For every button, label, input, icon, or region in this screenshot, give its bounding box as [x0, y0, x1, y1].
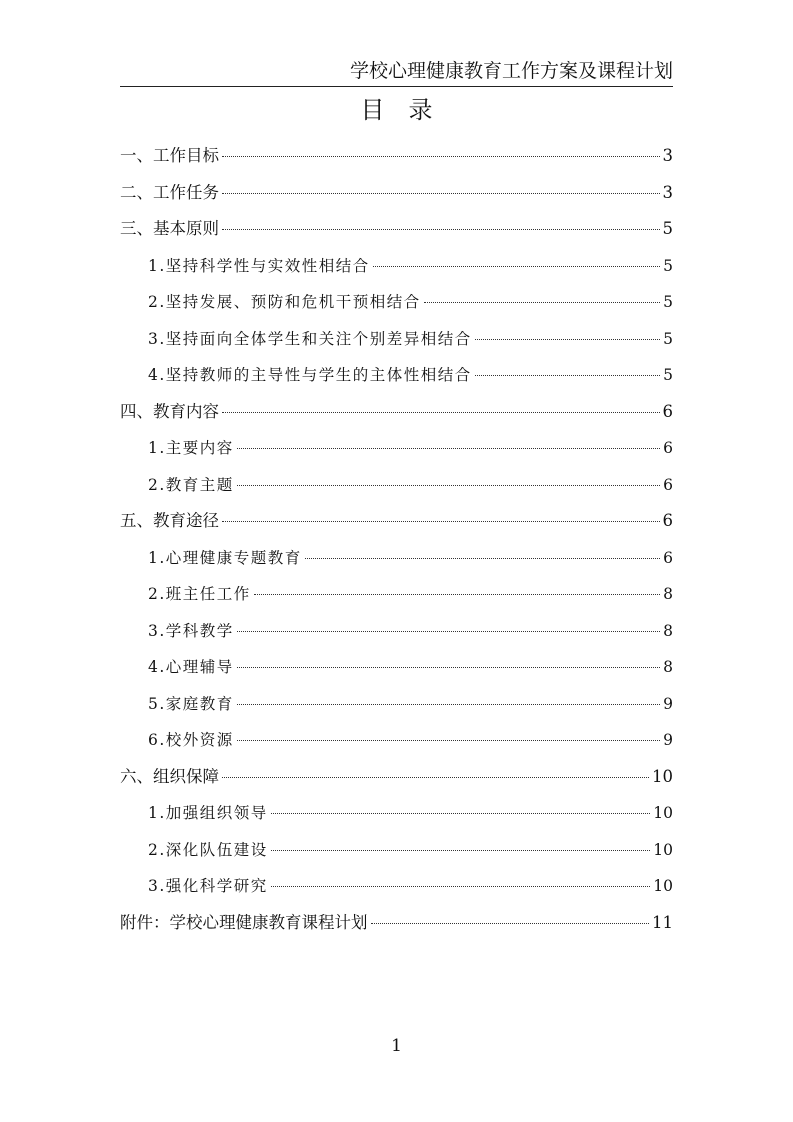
toc-entry-page: 5 — [663, 329, 673, 348]
dot-leader — [271, 886, 650, 887]
toc-subentry[interactable] — [120, 540, 673, 577]
toc-entry-label: 一、工作目标 — [120, 146, 219, 165]
toc-entry-label: 3.坚持面向全体学生和关注个别差异相结合 — [148, 329, 472, 348]
toc-entry-page: 6 — [663, 439, 673, 457]
toc-entry-page: 5 — [663, 256, 673, 275]
dot-leader — [475, 375, 660, 376]
toc-entry-label: 二、工作任务 — [120, 182, 219, 202]
toc-entry-label: 四、教育内容 — [120, 401, 219, 421]
dot-leader — [222, 193, 660, 194]
toc-entry-label: 2.深化队伍建设 — [148, 840, 268, 859]
toc-subentry[interactable] — [120, 467, 673, 504]
dot-leader — [222, 777, 649, 778]
toc-entry-page: 5 — [662, 219, 673, 238]
toc-entry-page: 8 — [663, 585, 673, 603]
toc-entry-label: 3.学科教学 — [148, 621, 234, 640]
toc-entry-page: 11 — [652, 912, 673, 932]
toc-subentry[interactable] — [120, 795, 673, 832]
toc-entry[interactable] — [120, 394, 673, 431]
toc-title — [0, 94, 793, 126]
dot-leader — [237, 448, 660, 449]
dot-leader — [475, 339, 660, 340]
toc-entry-page: 5 — [663, 366, 673, 384]
toc-entry[interactable] — [120, 211, 673, 248]
dot-leader — [222, 521, 660, 522]
toc-title-char: 目 — [360, 96, 397, 124]
toc-entry-page: 6 — [663, 475, 673, 494]
toc-subentry[interactable] — [120, 832, 673, 869]
toc-entry-label: 六、组织保障 — [120, 766, 219, 786]
dot-leader — [237, 667, 660, 668]
toc-subentry[interactable] — [120, 576, 673, 613]
toc-entry-label: 三、基本原则 — [120, 219, 219, 238]
toc-entry-page: 9 — [663, 694, 673, 713]
toc-entry[interactable] — [120, 503, 673, 540]
toc-entry-page: 10 — [653, 804, 673, 822]
toc-subentry[interactable] — [120, 868, 673, 905]
toc-subentry[interactable] — [120, 284, 673, 321]
dot-leader — [271, 850, 650, 851]
page-number: 1 — [391, 1036, 402, 1056]
toc-entry-page: 8 — [663, 658, 673, 676]
toc-entry-label: 2.坚持发展、预防和危机干预相结合 — [148, 293, 421, 311]
toc-subentry[interactable] — [120, 613, 673, 650]
toc-entry-label: 1.加强组织领导 — [148, 804, 268, 822]
toc-entry-page: 3 — [662, 182, 673, 202]
toc-entry[interactable] — [120, 175, 673, 212]
dot-leader — [424, 302, 660, 303]
toc-entry-label: 附件：学校心理健康教育课程计划 — [120, 912, 368, 932]
toc-entry-page: 9 — [663, 731, 673, 749]
dot-leader — [222, 156, 660, 157]
dot-leader — [271, 813, 650, 814]
toc-entry-appendix[interactable] — [120, 905, 673, 942]
toc-entry[interactable] — [120, 138, 673, 175]
toc-subentry[interactable] — [120, 248, 673, 285]
toc-entry[interactable] — [120, 759, 673, 796]
toc-entry-label: 5.家庭教育 — [148, 694, 234, 713]
toc-entry-page: 8 — [663, 621, 673, 640]
toc-entry-page: 10 — [652, 766, 673, 786]
toc-entry-page: 5 — [663, 293, 673, 311]
dot-leader — [237, 485, 660, 486]
toc-entry-page: 6 — [662, 511, 673, 530]
toc-entry-label: 五、教育途径 — [120, 511, 219, 530]
header-title: 学校心理健康教育工作方案及课程计划 — [349, 60, 673, 82]
toc-subentry[interactable] — [120, 686, 673, 723]
toc-entry-label: 2.班主任工作 — [148, 585, 251, 603]
dot-leader — [222, 229, 660, 230]
dot-leader — [305, 558, 660, 559]
dot-leader — [237, 740, 660, 741]
toc-subentry[interactable] — [120, 649, 673, 686]
toc-entry-label: 2.教育主题 — [148, 475, 234, 494]
toc-title-char: 录 — [408, 96, 445, 124]
toc-entry-page: 3 — [662, 146, 673, 165]
toc-entry-page: 10 — [653, 877, 673, 895]
dot-leader — [237, 704, 660, 705]
toc-entry-label: 1.心理健康专题教育 — [148, 548, 302, 567]
toc-subentry[interactable] — [120, 430, 673, 467]
dot-leader — [254, 594, 660, 595]
toc-entry-label: 6.校外资源 — [148, 731, 234, 749]
toc-subentry[interactable] — [120, 722, 673, 759]
toc-entry-label: 1.坚持科学性与实效性相结合 — [148, 256, 370, 275]
toc-subentry[interactable] — [120, 321, 673, 358]
dot-leader — [373, 266, 660, 267]
running-header — [120, 56, 673, 87]
toc-entry-label: 1.主要内容 — [148, 439, 234, 457]
toc-entry-page: 10 — [653, 840, 673, 859]
dot-leader — [371, 923, 650, 924]
dot-leader — [222, 412, 660, 413]
toc-entry-label: 3.强化科学研究 — [148, 877, 268, 895]
table-of-contents — [120, 138, 673, 941]
toc-entry-label: 4.心理辅导 — [148, 658, 234, 676]
toc-entry-page: 6 — [663, 548, 673, 567]
toc-entry-page: 6 — [662, 401, 673, 421]
toc-entry-label: 4.坚持教师的主导性与学生的主体性相结合 — [148, 366, 472, 384]
toc-subentry[interactable] — [120, 357, 673, 394]
dot-leader — [237, 631, 660, 632]
